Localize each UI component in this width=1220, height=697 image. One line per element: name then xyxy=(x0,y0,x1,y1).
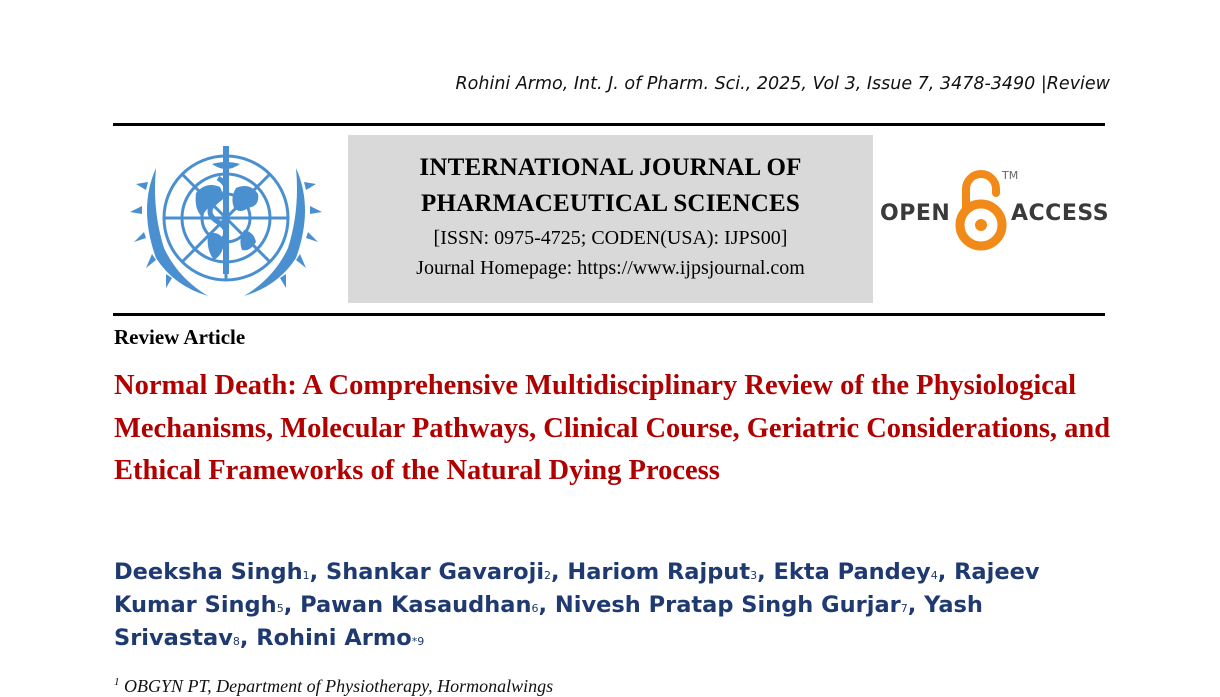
author-sup: 6 xyxy=(531,602,539,615)
author-name: Shankar Gavaroji xyxy=(326,559,545,585)
author-sup: 4 xyxy=(930,569,938,582)
affiliation-text: OBGYN PT, Department of Physiotherapy, Hormonalwings xyxy=(124,676,554,696)
article-title: Normal Death: A Comprehensive Multidisciplinary Review of the Physiological Mechanisms, Molecular Pathways, Clinical Course, Geriatric Considerations, and Ethical Frameworks of the Natural Dying Process xyxy=(114,370,1111,486)
running-head: Rohini Armo, Int. J. of Pharm. Sci., 2025, Vol 3, Issue 7, 3478-3490 |Review xyxy=(455,74,1110,94)
author-item xyxy=(300,592,538,618)
author-sup: 2 xyxy=(544,569,552,582)
journal-banner xyxy=(348,135,873,303)
journal-name-line2: PHARMACEUTICAL SCIENCES xyxy=(421,190,800,217)
author-item xyxy=(773,559,937,585)
header-rule-bottom xyxy=(113,313,1105,316)
author-name: Hariom Rajput xyxy=(567,559,751,585)
journal-homepage[interactable]: Journal Homepage: https://www.ijpsjournal.com xyxy=(416,257,805,279)
author-sup: 7 xyxy=(900,602,908,615)
author-sup: 8 xyxy=(232,635,240,648)
affiliation xyxy=(114,676,553,697)
journal-name-line1: INTERNATIONAL JOURNAL OF xyxy=(419,154,802,181)
journal-emblem-icon xyxy=(126,138,326,306)
trademark-text: TM xyxy=(1002,169,1019,182)
article-type: Review Article xyxy=(114,325,246,349)
open-access-access-text: ACCESS xyxy=(1011,201,1110,226)
author-name: Ekta Pandey xyxy=(773,559,931,585)
author-sup: *9 xyxy=(411,635,425,648)
author-item xyxy=(555,592,908,618)
author-sup: 3 xyxy=(750,569,758,582)
author-name: Nivesh Pratap Singh Gurjar xyxy=(554,592,901,618)
author-name: Pawan Kasaudhan xyxy=(300,592,532,618)
author-item xyxy=(567,559,757,585)
author-item xyxy=(326,559,551,585)
author-name: Rohini Armo xyxy=(256,625,412,651)
header-rule-top xyxy=(113,123,1105,126)
author-item xyxy=(114,559,310,585)
author-list: Deeksha Singh$^1$, Shankar Gavaroji$^2$, Hariom Rajput$^3$, Ekta Pandey$^4$, Rajeev Kumar Singh$^5$, Pawan Kasaudhan$^6$, Nivesh Pratap Singh Gurjar$^7$, Yash Srivastav$^8$, Rohini Armo$^{*9}$ xyxy=(114,559,1040,651)
author-sup: 5 xyxy=(276,602,284,615)
author-name: Deeksha Singh xyxy=(114,559,303,585)
author-sup: 1 xyxy=(302,569,310,582)
journal-issn: [ISSN: 0975-4725; CODEN(USA): IJPS00] xyxy=(433,227,788,249)
open-access-logo xyxy=(880,165,1108,255)
affiliation-sup: 1 xyxy=(114,676,120,688)
author-name: Yash Srivastav xyxy=(114,592,983,651)
open-access-open-text: OPEN xyxy=(880,201,951,226)
author-item xyxy=(256,625,424,651)
author-name: Rajeev Kumar Singh xyxy=(114,559,1040,618)
